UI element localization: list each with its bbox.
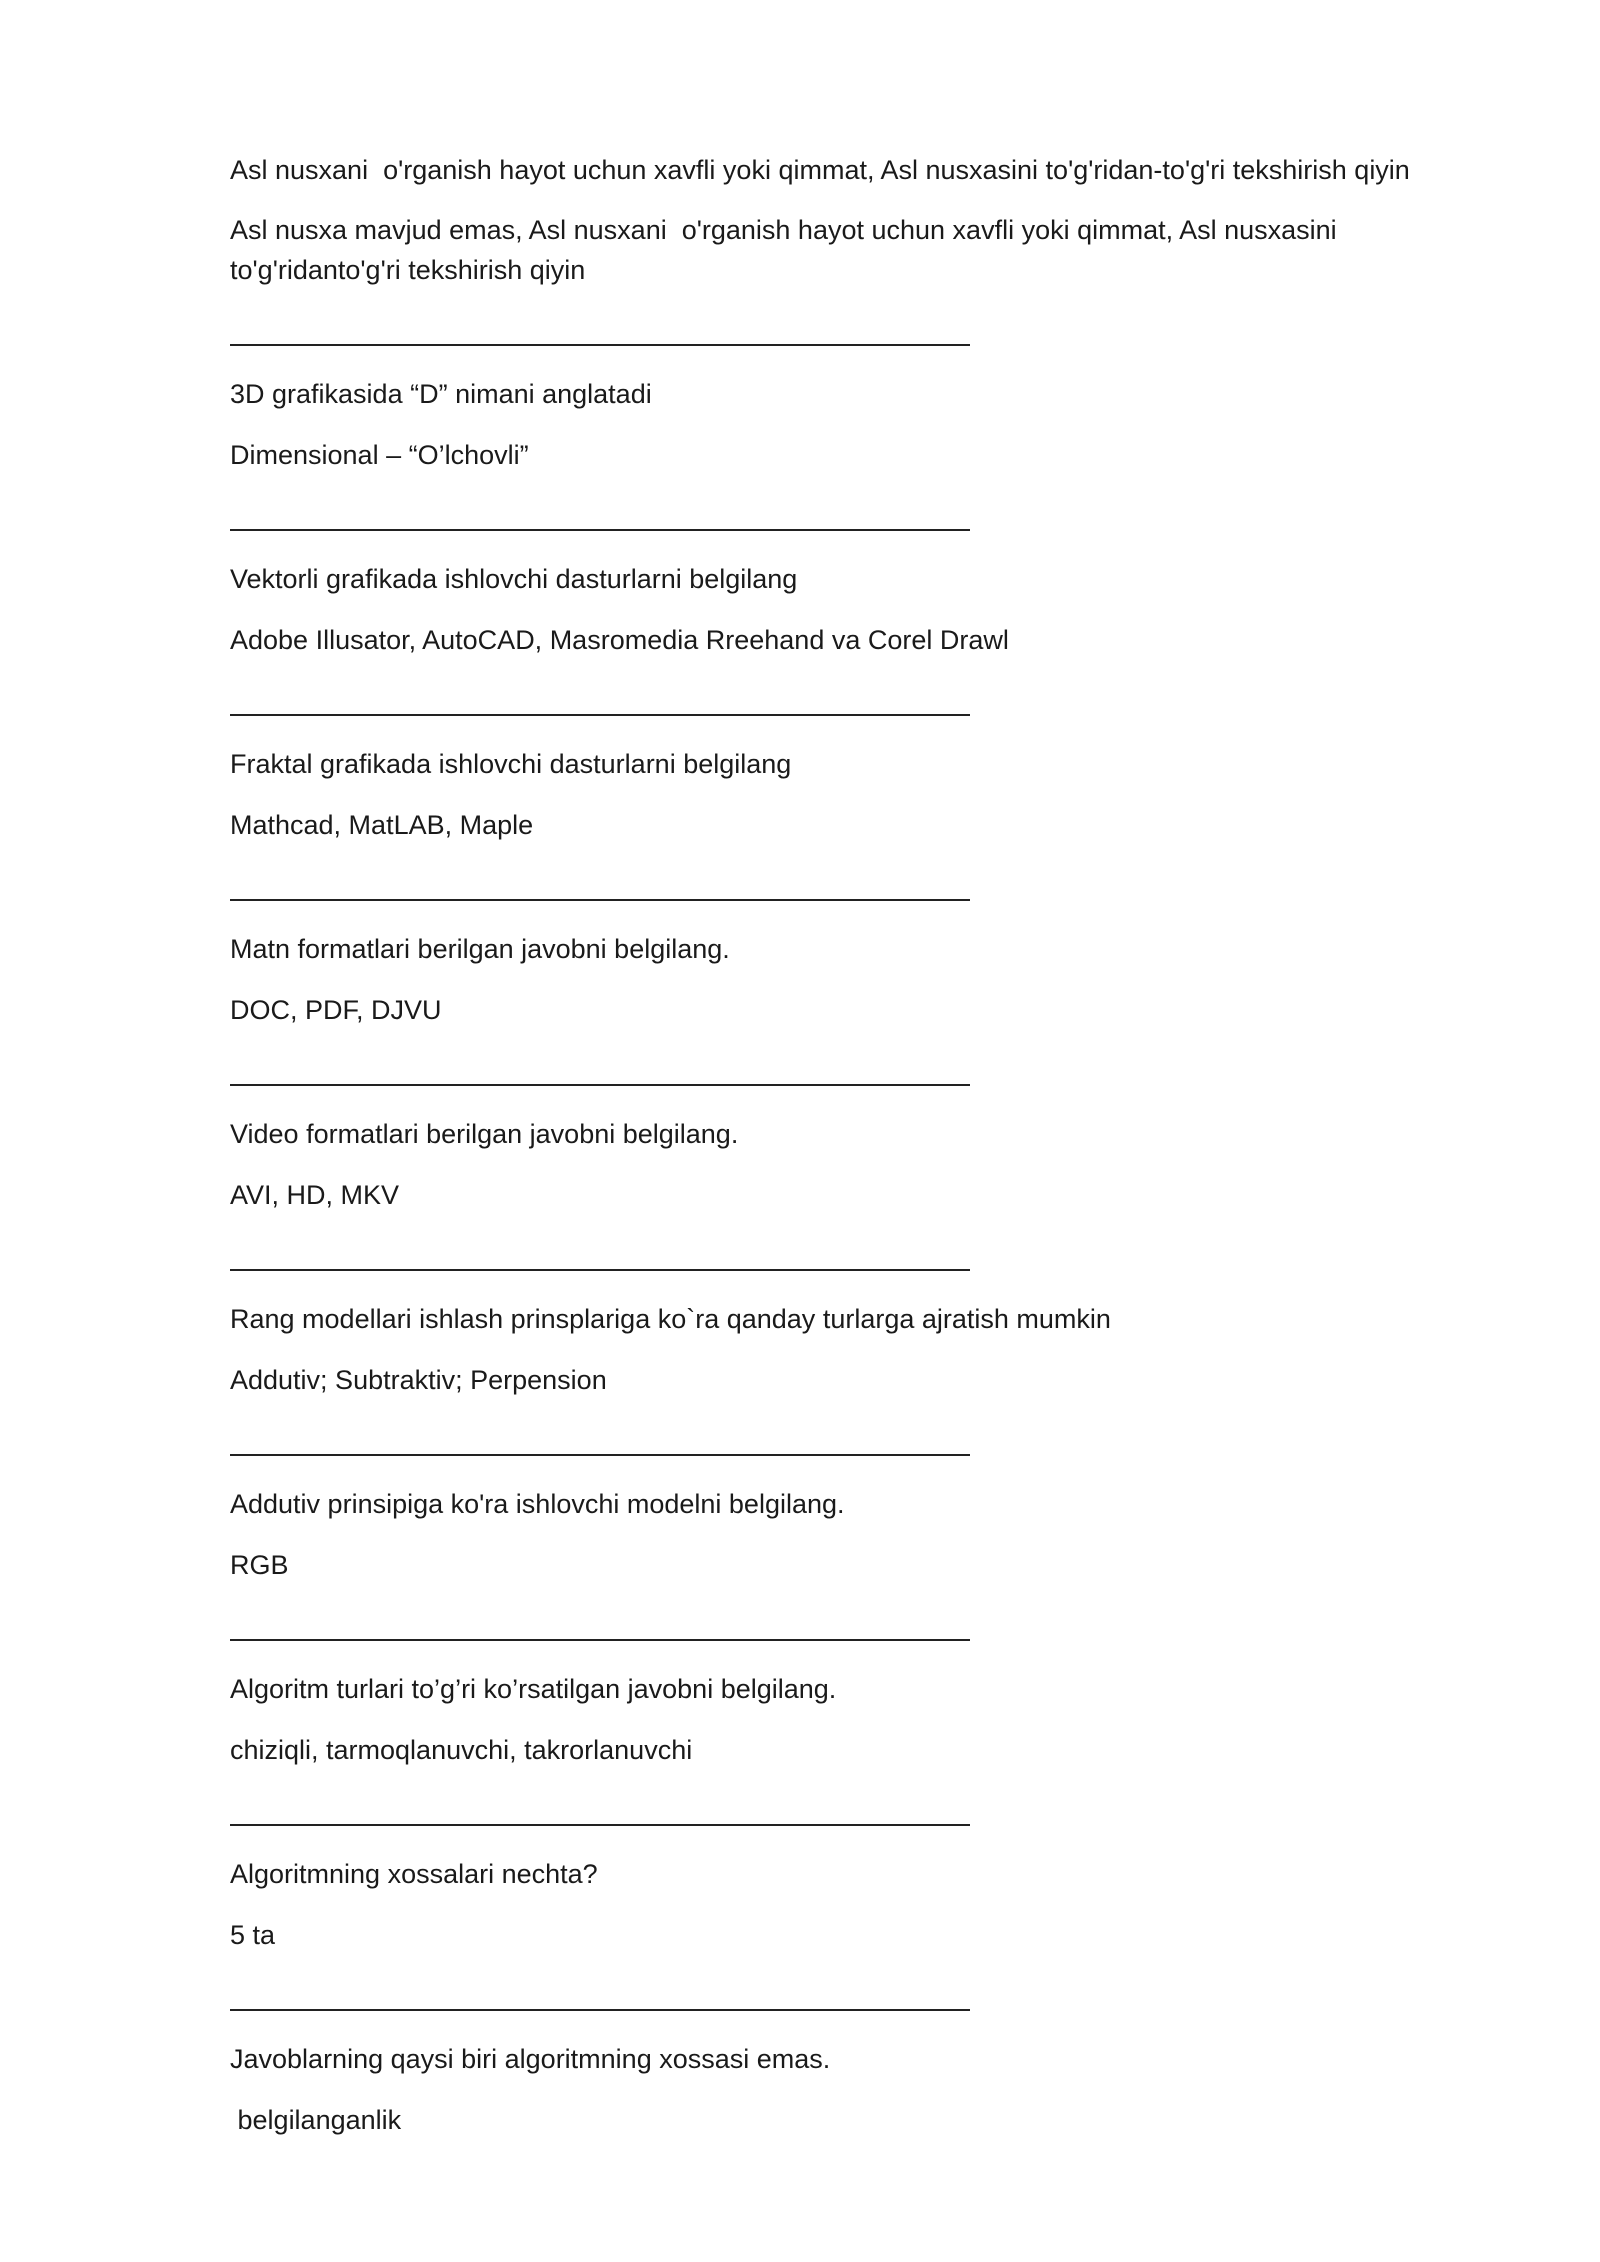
qa-item [230,744,1470,845]
qa-item [230,1854,1470,1955]
separator-line [230,344,970,346]
question-text: Algoritm turlari to’g’ri ko’rsatilgan javobni belgilang. [230,1674,837,1704]
separator-line [230,1269,970,1271]
separator-line [230,1454,970,1456]
separator-line [230,529,970,531]
separator-line [230,899,970,901]
answer-text: Dimensional – “O’lchovli” [230,440,529,470]
question-text: Rang modellari ishlash prinsplariga ko`ra qanday turlarga ajratish mumkin [230,1304,1111,1334]
question-text: Fraktal grafikada ishlovchi dasturlarni belgilang [230,749,792,779]
answer-text: Mathcad, MatLAB, Maple [230,810,534,840]
answer-text: DOC, PDF, DJVU [230,995,442,1025]
intro-answer-1: Asl nusxani o'rganish hayot uchun xavfli yoki qimmat, Asl nusxasini to'g'ridan-to'g'ri tekshirish qiyin [230,155,1410,185]
answer-text: chiziqli, tarmoqlanuvchi, takrorlanuvchi [230,1735,693,1765]
answer-text: RGB [230,1550,289,1580]
qa-item [230,929,1470,1030]
separator-line [230,2009,970,2011]
separator-line [230,1824,970,1826]
question-text: Vektorli grafikada ishlovchi dasturlarni belgilang [230,564,798,594]
qa-item [230,1669,1470,1770]
question-text: Matn formatlari berilgan javobni belgilang. [230,934,730,964]
answer-text: Adobe Illusator, AutoCAD, Masromedia Rreehand va Corel Drawl [230,625,1009,655]
qa-item [230,1484,1470,1585]
question-text: Algoritmning xossalari nechta? [230,1859,598,1889]
separator-line [230,1084,970,1086]
question-text: Video formatlari berilgan javobni belgilang. [230,1119,739,1149]
question-text: Javoblarning qaysi biri algoritmning xossasi emas. [230,2044,831,2074]
intro-answer-2: Asl nusxa mavjud emas, Asl nusxani o'rganish hayot uchun xavfli yoki qimmat, Asl nusxasini to'g'ridanto'g'ri tekshirish qiyin [230,215,1337,285]
document-content [230,150,1470,2140]
answer-text: Addutiv; Subtraktiv; Perpension [230,1365,607,1395]
answer-text: AVI, HD, MKV [230,1180,400,1210]
qa-item [230,559,1470,660]
qa-item [230,2039,1470,2140]
answer-text: 5 ta [230,1920,276,1950]
separator-line [230,714,970,716]
separator-line [230,1639,970,1641]
answer-text: belgilanganlik [230,2105,402,2135]
qa-item [230,1299,1470,1400]
qa-item [230,1114,1470,1215]
question-text: 3D grafikasida “D” nimani anglatadi [230,379,652,409]
qa-item [230,374,1470,475]
question-text: Addutiv prinsipiga ko'ra ishlovchi modelni belgilang. [230,1489,845,1519]
